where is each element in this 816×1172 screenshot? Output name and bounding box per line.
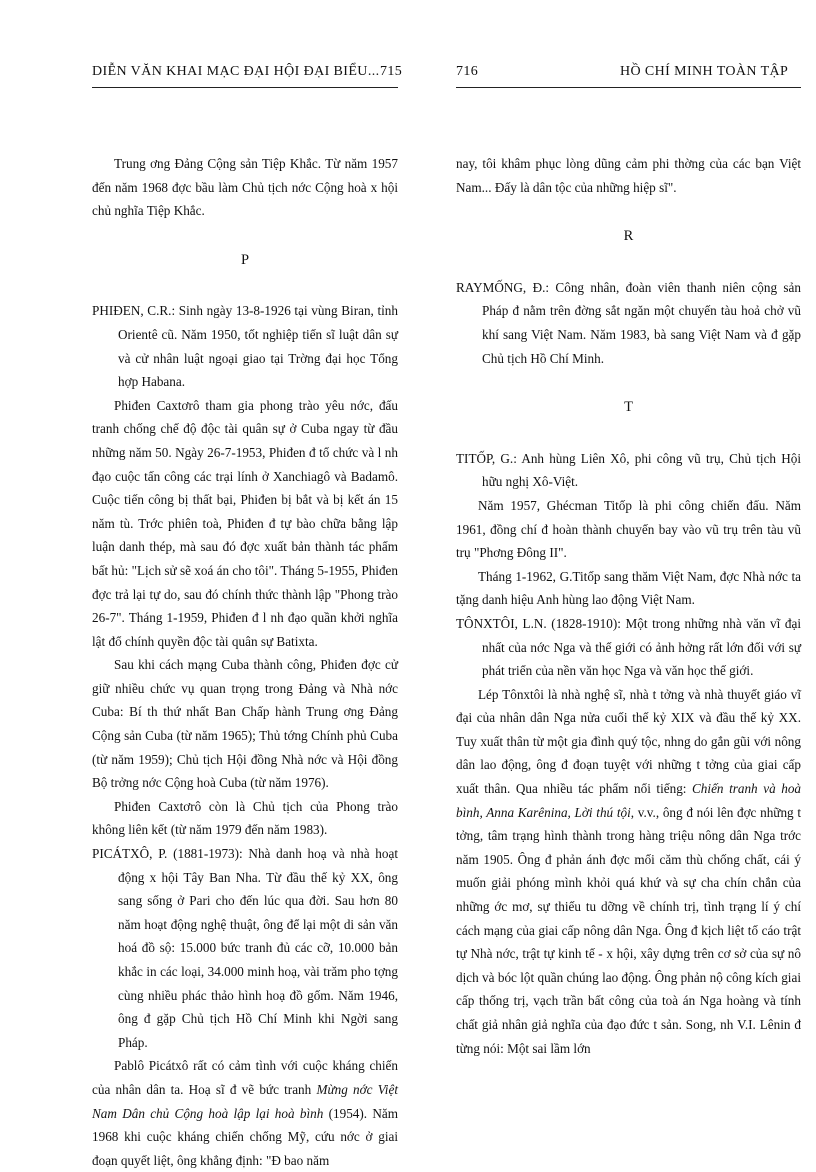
artwork-title: Mừng nớc Việt Nam Dân chủ Cộng hoà lập lại hoà bình — [92, 1081, 398, 1121]
header-rule — [92, 87, 398, 88]
page-number: 715 — [380, 64, 403, 79]
paragraph: Trung ơng Đảng Cộng sản Tiệp Khắc. Từ năm 1957 đến năm 1968 đợc bầu làm Chủ tịch nớc Cộng hoà x hội chủ nghĩa Tiệp Khắc. — [92, 156, 398, 219]
text-run: Pablô Picátxô rất có cảm tình với cuộc kháng chiến của nhân dân ta. Hoạ sĩ đ vẽ bức tranh — [92, 1058, 398, 1097]
section-letter-p: P — [240, 251, 250, 268]
paragraph: Tháng 1-1962, G.Titốp sang thăm Việt Nam, đợc Nhà nớc ta tặng danh hiệu Anh hùng lao động Việt Nam. — [456, 568, 801, 608]
entry-raymong: RAYMỐNG, Đ.: Công nhân, đoàn viên thanh niên cộng sản Pháp đ nằm trên đờng sắt ngăn một chuyến tàu hoả chở vũ khí sang Việt Nam. Năm 1983, bà sang Việt Nam và đ gặp Chủ tịch Hồ Chí Minh. — [456, 279, 801, 366]
header-rule — [456, 87, 801, 88]
page-number: 716 — [456, 64, 479, 79]
paragraph: Phiđen Caxtơrô tham gia phong trào yêu nớc, đấu tranh chống chế độ độc tài quân sự ở Cuba ngay từ đầu những năm 50. Ngày 26-7-1953, Phiđen đ tổ chức và l nh đạo cuộc tấn công các trại lính ở Xanchiagô và Badamô. Cuộc tiến công bị thất bại, Phiđen bị bắt và bị kết án 15 năm tù. Trớc phiên toà, Phiđen đ tự bào chữa bằng lập luận danh thép, mà sau đó đợc xuất bản thành tác phẩm bất hủ: "Lịch sử sẽ xoá án cho tôi". Tháng 5-1955, Phiđen đợc trả lại tự do, sau đó chính thức thành lập "Phong trào 26-7". Tháng 1-1959, Phiđen đ l nh đạo quần khởi nghĩa lật đổ chính quyền độc tài quân sự Batixta. — [92, 397, 398, 649]
text-run: , v.v., ông đ nói lên đợc những t tởng, tâm trạng hình thành trong hàng triệu nông dân Nga trớc năm 1905. Ông đ phản ánh đợc mối căm thù chống chất, cái ý muốn giải phóng mình khỏi quá khứ và sự cha chín chắn của những ớc mơ, sự thiếu tu dỡng về chính trị, tình trạng lí ý chí cách mạng của giai cấp nông dân Nga. Ông đ kịch liệt tố cáo trật tự Nhà nớc, trật tự kinh tế - x hội, xây dựng trên cơ sở của sự nô dịch và bóc lột quần chúng lao động. Ông phản nộ công kích giai cấp thống trị, vạch trần bất công của toà án Nga hoàng và tính chất giả nhân giả nghĩa của đạo đức t sản. Song, nh V.I. Lênin đ từng nói: Một sai lầm lớn — [456, 804, 801, 1056]
paragraph — [92, 1054, 398, 1172]
entry-titov: TITỐP, G.: Anh hùng Liên Xô, phi công vũ trụ, Chủ tịch Hội hữu nghị Xô-Việt. — [456, 450, 801, 490]
paragraph: nay, tôi khâm phục lòng dũng cảm phi thờng của các bạn Việt Nam... Đấy là dân tộc của những hiệp sĩ". — [456, 156, 801, 195]
paragraph — [456, 683, 801, 1061]
entry-picasso: PICÁTXÔ, P. (1881-1973): Nhà danh hoạ và nhà hoạt động x hội Tây Ban Nha. Từ đầu thế kỷ XX, ông sang sống ở Pari cho đến lúc qua đời. Sau hơn 80 năm hoạt động nghệ thuật, ông để lại một di sản văn hoá đồ sộ: 15.000 bức tranh đủ các cỡ, 10.000 bản khắc in các loại, 34.000 minh hoạ, vài trăm pho tợng cùng nhiều phác thảo hình hoạ đồ gốm. Năm 1946, ông đ gặp Chủ tịch Hồ Chí Minh khi Ngời sang Pháp. — [92, 846, 398, 1050]
text-run: (1954). Năm 1968 khi cuộc kháng chiến chống Mỹ, cứu nớc ở giai đoạn quyết liệt, ông khẳng định: "Đ bao năm — [92, 1105, 398, 1168]
paragraph: Sau khi cách mạng Cuba thành công, Phiđen đợc cử giữ nhiều chức vụ quan trọng trong Đảng và Nhà nớc Cuba: Bí th thứ nhất Ban Chấp hành Trung ơng Đảng Cộng sản Cuba (từ năm 1965); Thủ tớng Chính phủ Cuba (từ năm 1959); Chủ tịch Hội đồng Nhà nớc và Hội đồng Bộ trởng nớc Cộng hoà Cuba (từ năm 1976). — [92, 657, 398, 791]
right-page — [408, 0, 816, 1123]
running-header-title: DIỄN VĂN KHAI MẠC ĐẠI HỘI ĐẠI BIỂU... — [92, 64, 380, 79]
left-body — [92, 152, 398, 1172]
entry-fidel: PHIĐEN, C.R.: Sinh ngày 13-8-1926 tại vùng Biran, tỉnh Orientê cũ. Năm 1950, tốt nghiệp tiến sĩ luật dân sự và cử nhân luật ngoại giao tại Trờng đại học Tổng hợp Habana. — [92, 303, 398, 390]
paragraph: Phiđen Caxtơrô còn là Chủ tịch của Phong trào không liên kết (từ năm 1979 đến năm 1983). — [92, 798, 398, 838]
paragraph: Năm 1957, Ghécman Titốp là phi công chiến đấu. Năm 1961, đồng chí đ hoàn thành chuyến bay vào vũ trụ trên tàu vũ trụ "Phơng Đông II". — [456, 497, 801, 561]
running-header-title: HỒ CHÍ MINH TOÀN TẬP — [620, 64, 789, 79]
left-page — [0, 0, 408, 1168]
section-letter-r: R — [623, 228, 634, 245]
entry-tolstoy: TÔNXTÔI, L.N. (1828-1910): Một trong những nhà văn vĩ đại nhất của nớc Nga và thế giới có ảnh hởng rất lớn đối với sự phát triển của nền văn học Nga và văn học thế giới. — [456, 615, 801, 679]
works-titles: Chiến tranh và hoà bình, Anna Karênina, Lời thú tội — [456, 781, 802, 820]
right-body — [456, 152, 801, 1060]
section-letter-t: T — [624, 399, 633, 416]
text-run: Lép Tônxtôi là nhà nghệ sĩ, nhà t tởng và nhà thuyết giáo vĩ đại của nhân dân Nga nửa cuối thế kỷ XIX và đầu thế kỷ XX. Tuy xuất thân từ một gia đình quý tộc, nhng do gắn gũi với nông dân lao động, ông đ đoạn tuyệt với những t tởng của giai cấp xuất thân. Qua nhiều tác phẩm nổi tiếng: — [456, 686, 801, 797]
